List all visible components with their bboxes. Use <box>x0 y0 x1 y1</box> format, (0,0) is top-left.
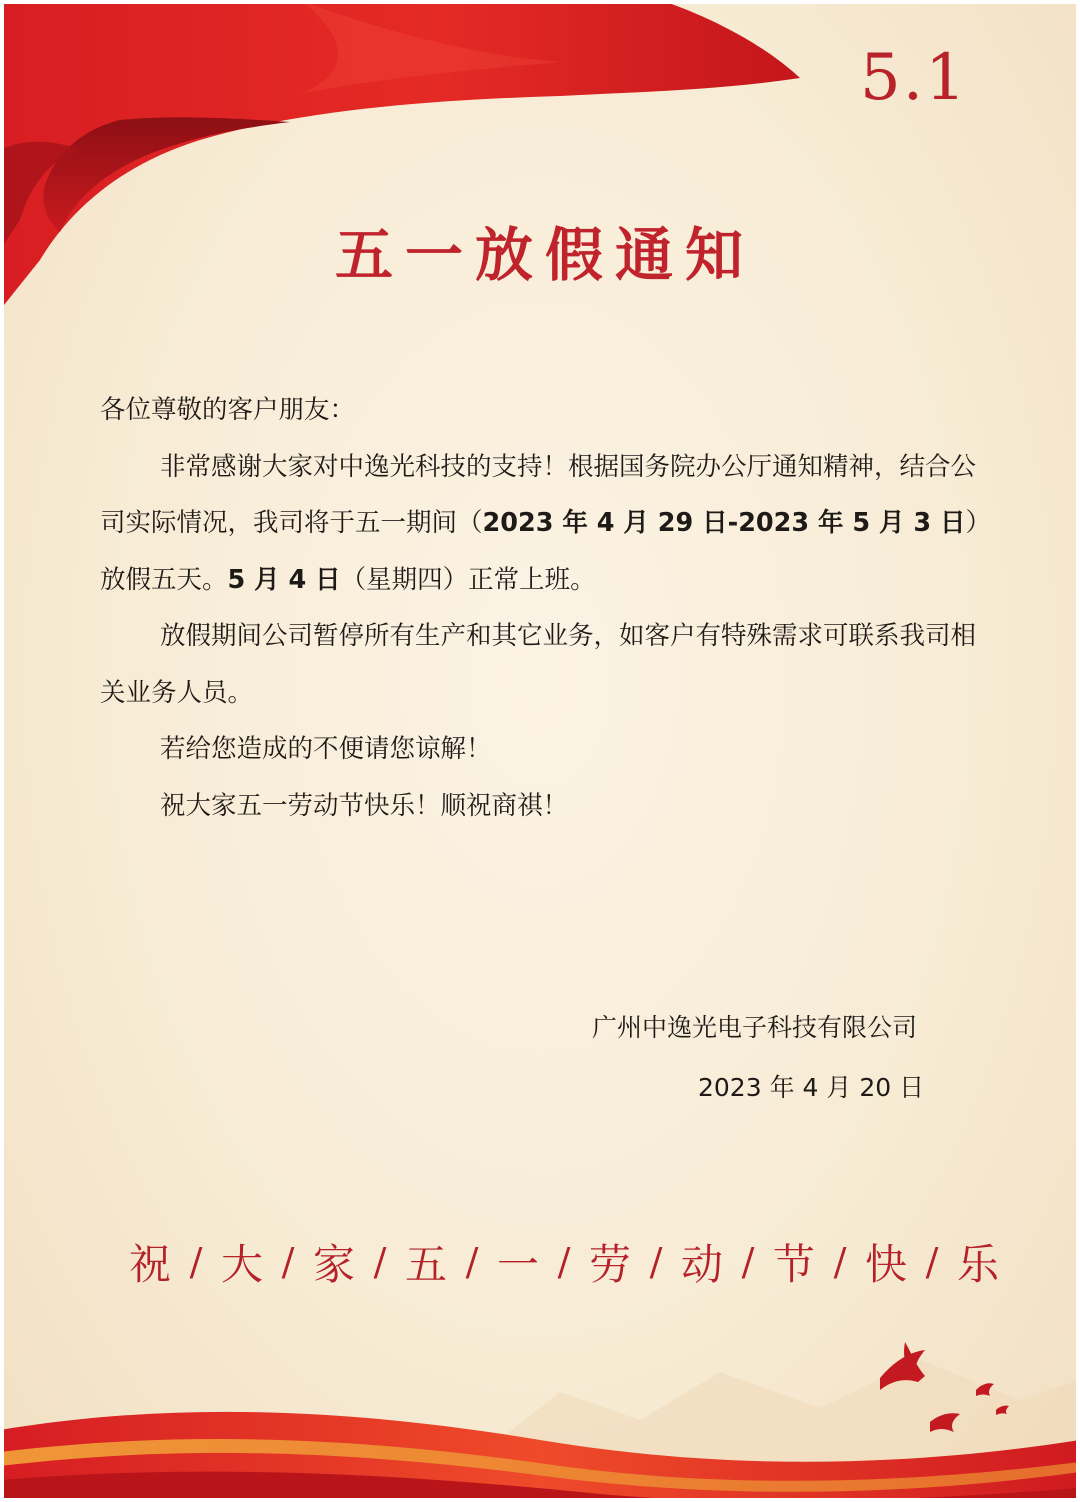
notice-body <box>100 382 1000 834</box>
resume-date: 5 月 4 日 <box>227 564 341 595</box>
greeting-separator: / <box>925 1240 939 1284</box>
greeting-separator: / <box>649 1240 663 1284</box>
greeting-strip <box>128 1232 1028 1292</box>
paragraph-apology: 若给您造成的不便请您谅解！ <box>160 734 492 764</box>
signature-date: 2023 年 4 月 20 日 <box>698 1073 925 1102</box>
greeting-separator: / <box>465 1240 479 1284</box>
paragraph-business-suspended: 放假期间公司暂停所有生产和其它业务，如客户有特殊需求可联系我司相关业务人员。 <box>100 621 977 708</box>
salutation: 各位尊敬的客户朋友： <box>100 395 356 425</box>
greeting-char: 一 <box>496 1240 539 1289</box>
greeting-char: 乐 <box>956 1240 999 1289</box>
paragraph-after-range: ）放假五天。 <box>100 508 992 595</box>
holiday-range: 2023 年 4 月 29 日-2023 年 5 月 3 日 <box>482 508 966 538</box>
greeting-char: 大 <box>220 1240 263 1289</box>
greeting-separator: / <box>557 1240 571 1284</box>
company-name: 广州中逸光电子科技有限公司 <box>592 1013 918 1042</box>
paragraph-ending: （星期四）正常上班。 <box>340 564 596 595</box>
greeting-char: 快 <box>864 1240 907 1289</box>
greeting-separator: / <box>741 1240 755 1284</box>
greeting-char: 节 <box>772 1240 815 1289</box>
paragraph-intro: 非常感谢大家对中逸光科技的支持！根据国务院办公厅通知精神，结合公司实际情况，我司将于五一期间（ <box>100 451 977 538</box>
greeting-char: 祝 <box>128 1240 171 1289</box>
may-day-badge: 5.1 <box>860 41 968 115</box>
notice-title: 五一放假通知 <box>334 221 755 289</box>
greeting-separator: / <box>189 1240 203 1284</box>
greeting-separator: / <box>833 1240 847 1284</box>
paragraph-wishes: 祝大家五一劳动节快乐！顺祝商祺！ <box>160 790 569 821</box>
greeting-separator: / <box>373 1240 387 1284</box>
greeting-char: 劳 <box>588 1240 631 1289</box>
paragraph-holiday-dates <box>100 439 1000 609</box>
greeting-char: 动 <box>680 1240 723 1289</box>
greeting-char: 五 <box>404 1240 447 1289</box>
greeting-separator: / <box>281 1240 295 1284</box>
greeting-char: 家 <box>312 1240 355 1289</box>
